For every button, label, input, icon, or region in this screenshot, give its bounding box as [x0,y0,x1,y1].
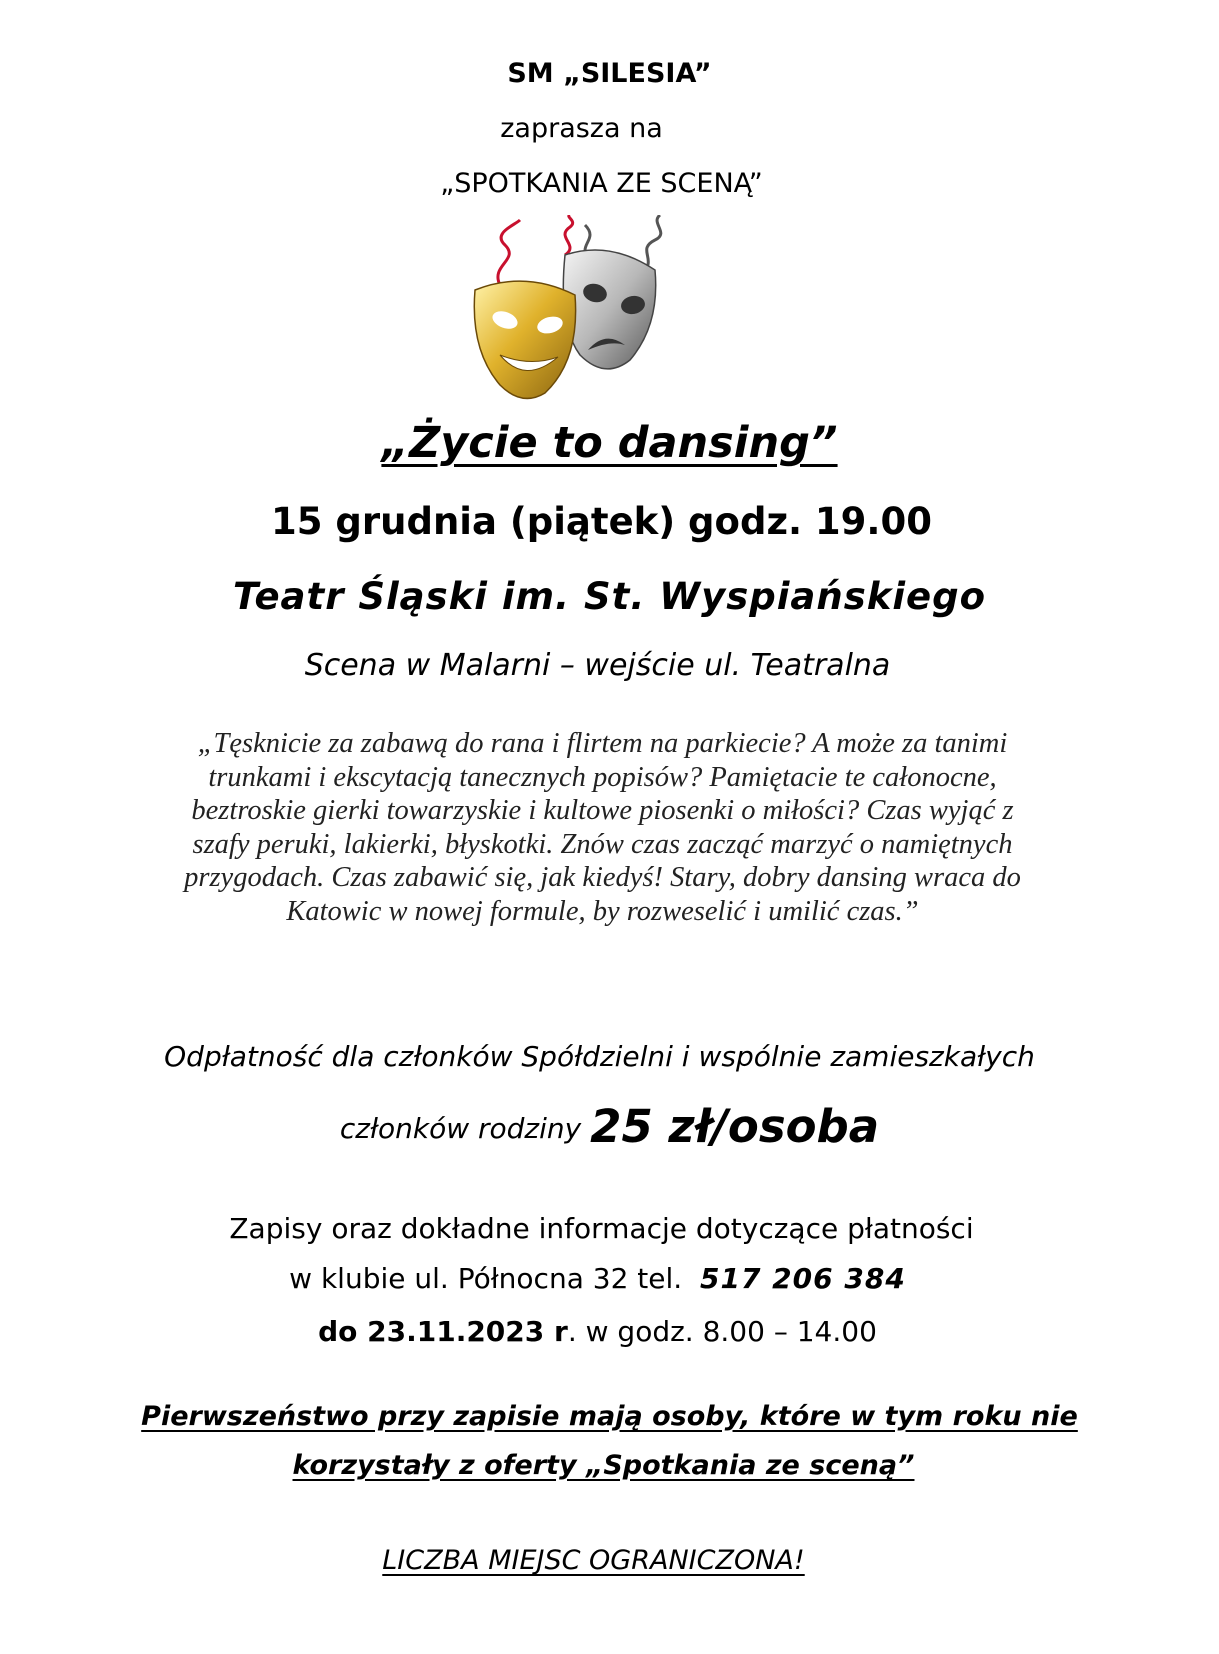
event-description [70,727,1135,928]
fee-price-line [0,1100,1219,1153]
description-line: przygodach. Czas zabawić się, jak kiedyś! Stary, dobry dansing wraca do [184,862,1021,893]
ribbon-red-2 [565,215,573,255]
price: 25 zł/osoba [590,1100,880,1153]
fee-text: Odpłatność dla członków Spółdzielni i wspólnie zamieszkałych [164,1040,1035,1073]
ribbon-red [498,220,520,285]
description-line: beztroskie gierki towarzyskie i kultowe piosenki o miłości? Czas wyjąć z [191,795,1014,826]
office-hours: . w godz. 8.00 – 14.00 [567,1315,877,1348]
invites-text: zaprasza na [500,113,663,144]
event-title: „Życie to dansing” [381,418,838,468]
organizer-heading: SM „SILESIA” [507,58,712,89]
phone-number: 517 206 384 [699,1262,906,1295]
registration-info: Zapisy oraz dokładne informacje dotyczące płatności [229,1212,974,1245]
club-address: w klubie ul. Północna 32 tel. [289,1262,683,1295]
description-line: „Tęsknicie za zabawą do rana i flirtem na parkiecie? A może za tanimi [197,728,1008,759]
registration-deadline [0,1315,1207,1348]
limited-seats-notice: LICZBA MIEJSC OGRANICZONA! [382,1545,805,1576]
theatre-masks-icon [470,215,690,410]
registration-contact [0,1262,1207,1295]
description-line: szafy peruki, lakierki, błyskotki. Znów czas zacząć marzyć o namiętnych [192,828,1013,860]
event-venue: Teatr Śląski im. St. Wyspiańskiego [232,575,987,618]
gold-mask [474,281,575,398]
event-stage: Scena w Malarni – wejście ul. Teatralna [304,648,891,683]
series-title: „SPOTKANIA ZE SCENĄ” [440,168,763,199]
description-line: Katowic w nowej formule, by rozweselić i umilić czas.” [286,895,919,927]
fee-text-2: członków rodziny [339,1112,582,1145]
priority-note-2: korzystały z oferty „Spotkania ze sceną” [292,1450,915,1481]
event-date: 15 grudnia (piątek) godz. 19.00 [271,500,932,543]
priority-note: Pierwszeństwo przy zapisie mają osoby, które w tym roku nie [141,1401,1078,1432]
deadline-date: do 23.11.2023 r [318,1315,568,1348]
description-line: trunkami i ekscytacją tanecznych popisów? Pamiętacie te całonocne, [208,761,997,793]
